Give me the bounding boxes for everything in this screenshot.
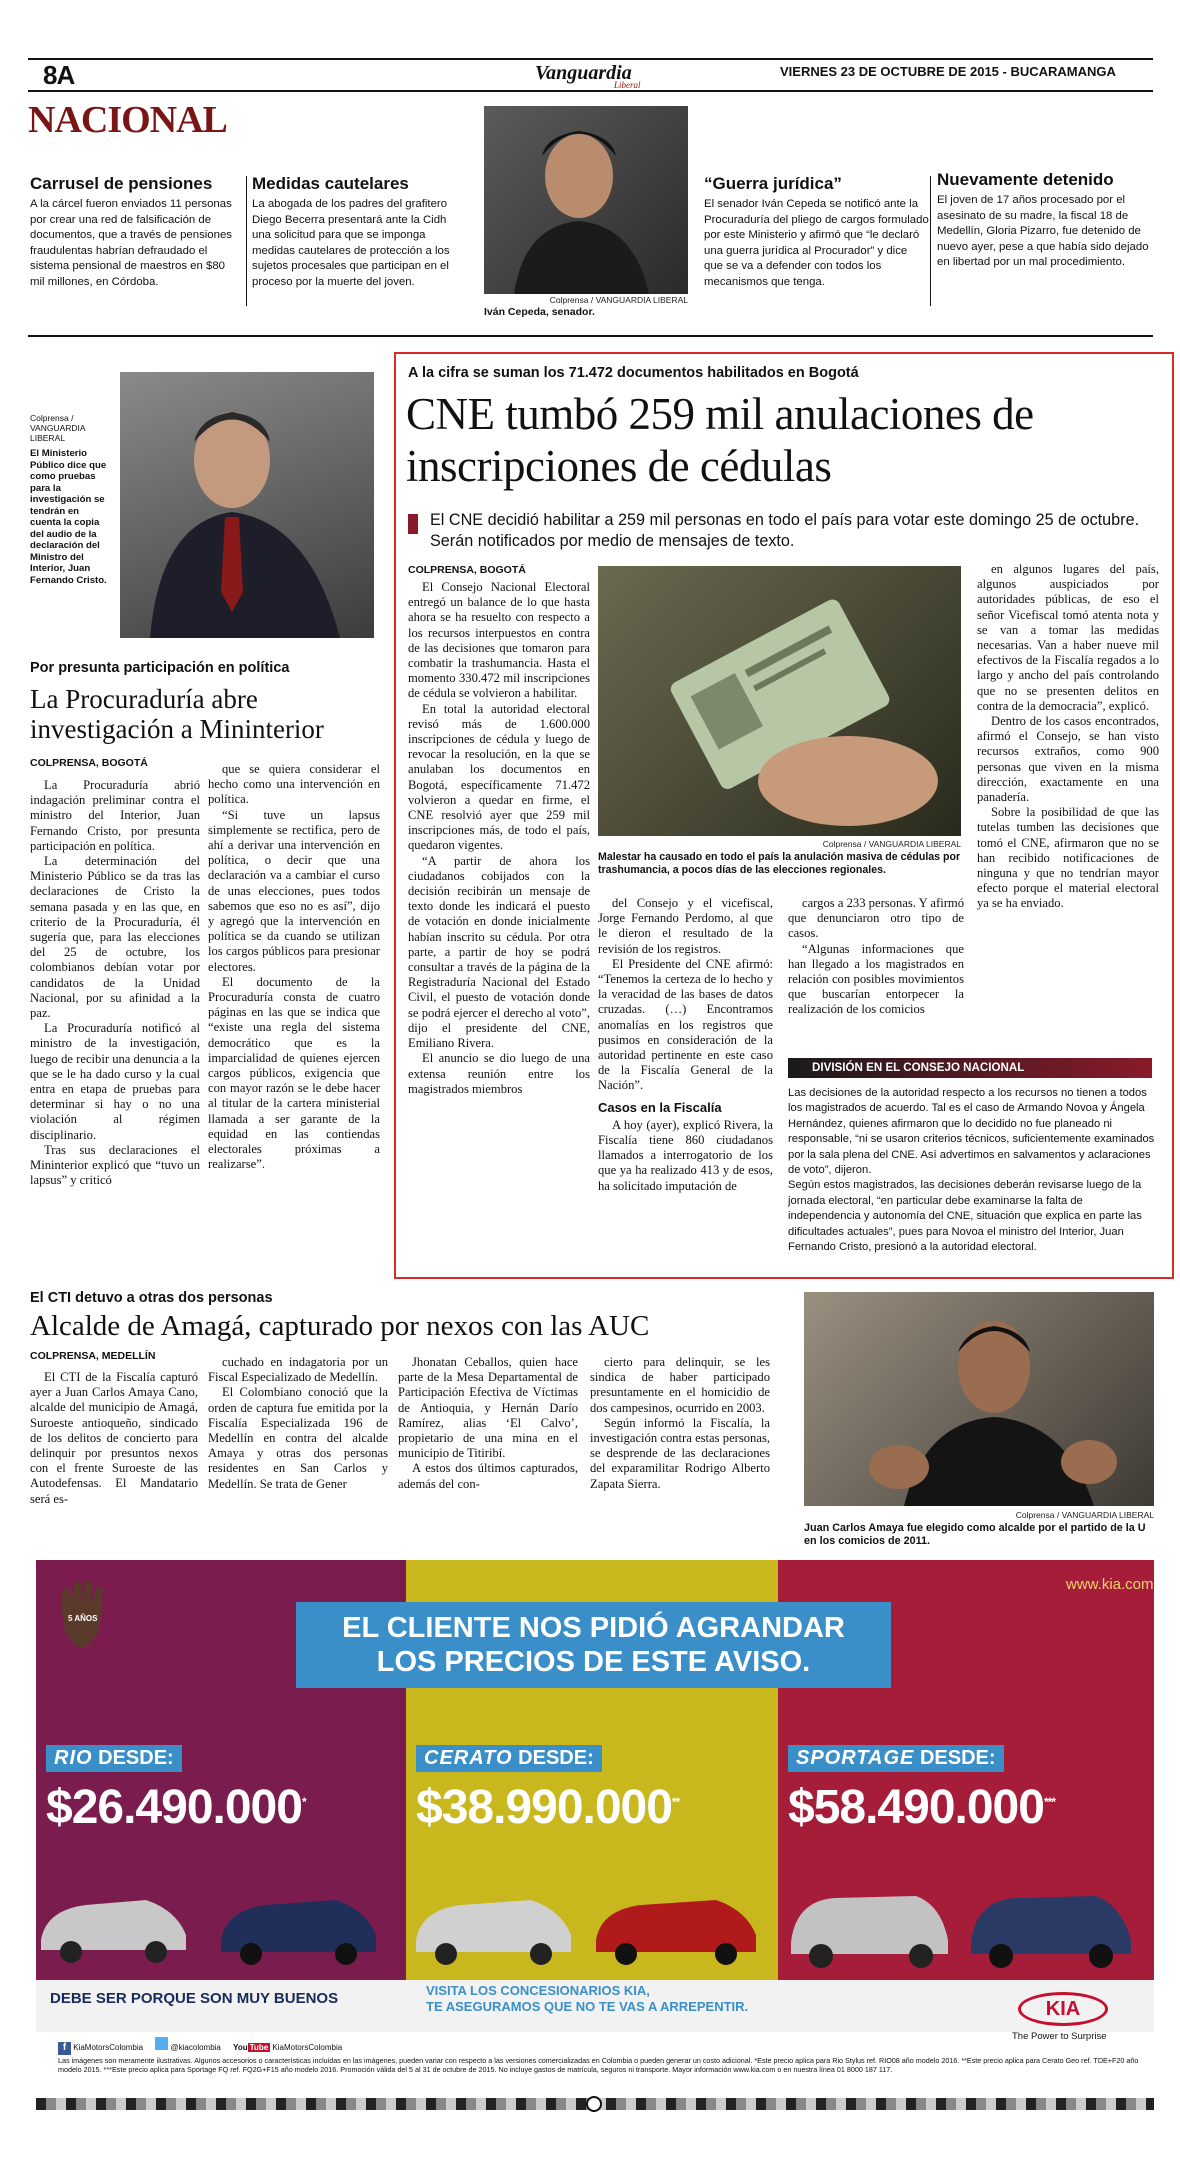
- ad-banner: [296, 1602, 891, 1688]
- paragraph: en algunos lugares del país, algunos auspiciados por autoridades públicas, de eso el señor Vicefiscal tomó atenta nota y se van a tomar las medidas necesarias. Van a haber nueve mil efectivos de la Fiscalía regados a lo largo y ancho del país controlando que no se presenten delitos en contra de la democracia”, explicó.: [977, 562, 1159, 713]
- paragraph: La Procuraduría abrió indagación preliminar contra el ministro del Interior, Juan Fernando Cristo, por presunta participación en política.: [30, 778, 200, 853]
- kia-logo-text: KIA: [1045, 1998, 1081, 2020]
- paragraph: cuchado en indagatoria por un Fiscal Especializado de Medellín.: [208, 1355, 388, 1385]
- brief-text: El senador Iván Cepeda se notificó ante la Procuraduría del pliego de cargos formulado por este Ministerio y afirmó que “le declaró una guerra jurídica al Procurador” y dice que se va a defender con todos los mecanismos que tenga.: [704, 198, 929, 288]
- paragraph: La determinación del Ministerio Público se da tras las declaraciones de Cristo la semana pasada y en las que, en criterio de la Procuraduría, él sugería que, para las elecciones del 25 de octubre, los colombianos debían votar por candidatos de la Unidad Nacional, por su afinidad a la paz.: [30, 854, 200, 1021]
- ad-web[interactable]: www.kia.com: [1066, 1576, 1154, 1593]
- portrait-icon: [804, 1292, 1154, 1506]
- price-value: 58.490.000: [813, 1781, 1044, 1834]
- paragraph: Según estos magistrados, las decisiones deberán revisarse luego de la jornada electoral, “en particular debe examinarse la falta de independencia y autonomía del CNE, situación que explica en parte las dificultades actuales”, pues para Novoa el ministro del Interior, Juan Fernando Cristo, presionó a la autoridad electoral.: [788, 1179, 1142, 1254]
- ad-fine-print: Las imágenes son meramente ilustrativas. Algunos accesorios o características incluidas en las imágenes, pueden variar con respecto a las versiones comercializadas en Colombia o pueden generar un costo adicional. *Este precio aplica para Rio Stylus ref. RIO08 año modelo 2016. **Este precio aplica para Cerato Geo ref. TDE+F20 año modelo 2015. ***Este precio aplica para Sportage FQ ref. FQ2G+F15 año modelo 2016. Promoción válida del 5 al 31 de octubre de 2015. No incluye gastos de matrícula, seguros ni transporte. Mayor información www.kia.com o en nuestra línea 01 8000 187 117.: [58, 2056, 1139, 2074]
- deck-marker-icon: [408, 514, 418, 534]
- amaga-col-2: [208, 1355, 388, 1492]
- model-price: $58.490.000***: [788, 1781, 1055, 1834]
- slogan-line: VISITA LOS CONCESIONARIOS KIA,: [426, 1983, 650, 1998]
- paragraph: El documento de la Procuraduría consta de cuatro páginas en las que se indica que “existe una regla del sistema democrático que es la imparcialidad de quienes ejercen cargos públicos, exigencia que con mayor razón se le debe hacer al titular de la cartera ministerial llamada a ser garante de la equidad en las contiendas electorales próximas a realizarse”.: [208, 974, 380, 1172]
- banner-line: EL CLIENTE NOS PIDIÓ AGRANDAR: [342, 1612, 845, 1644]
- paragraph: “A partir de ahora los ciudadanos cobijados con la decisión recibirán un mensaje de texto donde les indicará el puesto de votación en donde inicialmente habían inscrito su cédula. Por otra parte, a partir de hoy se podrá consultar a través de la página de la Registraduría Nacional del Estado Civil, el puesto de votación donde se podrá ejercer el derecho al voto”, dijo el presidente del CNE, Emiliano Rivera.: [408, 853, 590, 1051]
- paragraph: Sobre la posibilidad de que las tutelas tumben las decisiones que tomó el CNE, afirmaron que no se han recibido notificaciones de ninguna y que no tendrían mayor efecto porque el material electoral ya se ha enviado.: [977, 805, 1159, 911]
- paragraph: Dentro de los casos encontrados, afirmó el Consejo, se han visto recursos extraños, como 900 personas que viven en la misma dirección, exactamente en una panadería.: [977, 714, 1159, 805]
- model-desde: DESDE:: [919, 1747, 996, 1769]
- car-cerato-red-icon: [596, 1900, 756, 1965]
- amaga-byline: COLPRENSA, MEDELLÍN: [30, 1350, 156, 1362]
- cne-col-3: [788, 896, 964, 1018]
- cedula-photo: [598, 566, 961, 836]
- car-sportage-silver-icon: [791, 1896, 948, 1968]
- brief-text: La abogada de los padres del grafitero Diego Becerra presentará ante la Cidh una solicitud para que se imponga medidas cautelares de protección a los sujetos procesales que participan en el proceso por la muerte del joven.: [252, 198, 450, 288]
- paragraph: “Algunas informaciones que han llegado a los magistrados en relación con posibles movimientos que buscarían entorpecer la realización de los comicios: [788, 941, 964, 1017]
- cne-box-text: [788, 1086, 1158, 1255]
- brief-title: Medidas cautelares: [252, 174, 409, 193]
- amaga-col-3: [398, 1355, 578, 1492]
- paragraph: El Presidente del CNE afirmó: “Tenemos la certeza de lo hecho y la veracidad de las bases de datos cruzadas. (…) Encontramos anomalías en los registros que pusimos en consideración de la autoridad pertinente en este caso de la Fiscalía General de la Nación”.: [598, 956, 773, 1093]
- social-youtube[interactable]: KiaMotorsColombia: [272, 2043, 343, 2052]
- brief-detenido: [937, 170, 1153, 271]
- procu-photo-caption: El Ministerio Público dice que como pruebas para la investigación se tendrán en cuenta la copia del audio de la declaración del Ministro del Interior, Juan Fernando Cristo.: [30, 448, 107, 586]
- brief-text: A la cárcel fueron enviados 11 personas por crear una red de falsificación de documentos, que a través de pensiones fraudulentas habrían defraudado el sistema pensional de maestros en $80 mil millones, en Córdoba.: [30, 198, 233, 288]
- model-name: RIO: [54, 1747, 93, 1769]
- registration-mark-icon: [586, 2096, 602, 2112]
- kia-ad: [36, 1560, 1154, 2032]
- price-value: 26.490.000: [71, 1781, 302, 1834]
- youtube-you: You: [233, 2043, 248, 2052]
- model-desde: DESDE:: [98, 1747, 174, 1769]
- brief-title: Carrusel de pensiones: [30, 174, 213, 193]
- paragraph: En total la autoridad electoral revisó más de 1.600.000 inscripciones de cédula y luego de revocar la resolución, en la que se anulaban los documentos en Bogotá, específicamente 71.472 volvieron a quedar en firme, el CNE resolvió ayer que 259 mil inscripciones más, de todo el país, quedaron vigentes.: [408, 701, 590, 853]
- paragraph: La Procuraduría notificó al ministro de la investigación, luego de recibir una denuncia a la que se le ha dado curso y la cual entra en etapa de pruebas para determinar si hay o no una violación al régimen disciplinario.: [30, 1021, 200, 1142]
- paragraph: Según informó la Fiscalía, la investigación contra estas personas, se desprende de las declaraciones del exparamilitar Rodrigo Alberto Zapata Sierra.: [590, 1415, 770, 1491]
- brief-medidas: [252, 174, 467, 291]
- car-sportage-blue-icon: [971, 1896, 1131, 1968]
- paragraph: Tras sus declaraciones el Mininterior explicó que “tuvo un lapsus” y criticó: [30, 1142, 200, 1188]
- amaga-headline: Alcalde de Amagá, capturado por nexos con las AUC: [30, 1310, 650, 1342]
- amaga-photo-caption: Juan Carlos Amaya fue elegido como alcalde por el partido de la U en los comicios de 2011.: [804, 1522, 1146, 1547]
- portrait-icon: [484, 106, 688, 294]
- model-price: $26.490.000*: [46, 1781, 306, 1834]
- kia-tagline: The Power to Surprise: [1012, 2031, 1107, 2042]
- model-cerato: [416, 1745, 766, 1835]
- cristo-photo: [120, 372, 374, 638]
- cepeda-photo: [484, 106, 688, 294]
- ad-slogan-left: DEBE SER PORQUE SON MUY BUENOS: [50, 1990, 339, 2007]
- paragraph: El Consejo Nacional Electoral entregó un balance de lo que hasta ahora se ha resuelto con respecto a los recursos interpuestos en contra de las decisiones que tomaron para combatir la trashumancia. Hasta el momento 330.472 mil inscripciones de cédula se volvieron a habilitar.: [408, 580, 590, 701]
- social-bar: [58, 2037, 342, 2055]
- procu-kicker: Por presunta participación en política: [30, 660, 290, 676]
- model-name: CERATO: [424, 1747, 513, 1769]
- social-twitter[interactable]: @kiacolombia: [170, 2043, 221, 2052]
- amaga-photo-credit: Colprensa / VANGUARDIA LIBERAL: [1015, 1510, 1154, 1520]
- brief-guerra: [704, 174, 929, 291]
- price-mark: ***: [1043, 1795, 1055, 1809]
- cne-box-title: [788, 1058, 1152, 1078]
- model-label: [416, 1745, 602, 1772]
- model-name: SPORTAGE: [796, 1747, 915, 1769]
- cepeda-caption: Iván Cepeda, senador.: [484, 306, 595, 318]
- youtube-tube: Tube: [249, 2043, 269, 2052]
- brief-pensiones: [30, 174, 240, 291]
- page-date: VIERNES 23 DE OCTUBRE DE 2015 - BUCARAMANGA: [780, 64, 1116, 79]
- cne-deck: El CNE decidió habilitar a 259 mil personas en todo el país para votar este domingo 25 de octubre. Serán notificados por medio de mensajes de texto.: [430, 511, 1140, 550]
- car-rio-silver-icon: [41, 1900, 186, 1963]
- cne-headline: CNE tumbó 259 mil anulaciones de inscripciones de cédulas: [406, 389, 1034, 491]
- car-rio-blue-icon: [221, 1900, 376, 1965]
- paragraph: El anuncio se dio luego de una extensa reunión entre los magistrados miembros: [408, 1051, 590, 1096]
- cne-photo-caption: Malestar ha causado en todo el país la anulación masiva de cédulas por trashumancia, a pocos días de las elecciones regionales.: [598, 851, 961, 876]
- procu-headline: La Procuraduría abre investigación a Mininterior: [30, 684, 324, 744]
- years-badge-icon: [52, 1580, 112, 1652]
- car-icons: [36, 1870, 1154, 1970]
- model-desde: DESDE:: [518, 1747, 594, 1769]
- cepeda-credit: Colprensa / VANGUARDIA LIBERAL: [549, 295, 688, 305]
- model-label: [46, 1745, 182, 1772]
- paragraph: Jhonatan Ceballos, quien hace parte de la Mesa Departamental de Participación Efectiva de Víctimas de Antioquia, y Hernán Darío Ramírez, alias ‘El Calvo’, propietario de una mina en el municipio de Titiribí.: [398, 1355, 578, 1461]
- page-number: 8A: [43, 60, 75, 90]
- procu-col-1: [30, 778, 200, 1188]
- ad-slogan-mid: [426, 1983, 748, 2015]
- brief-text: El joven de 17 años procesado por el asesinato de su madre, la fiscal 18 de Medellín, Gloria Pizarro, fue detenido de nuevo ayer, pese a que había sido dejado en libertad por un mal procedimiento.: [937, 194, 1149, 269]
- amaga-col-1: [30, 1370, 198, 1507]
- box-title-text: DIVISIÓN EN EL CONSEJO NACIONAL: [812, 1061, 1025, 1074]
- id-card-icon: [598, 566, 961, 836]
- brief-title: Nuevamente detenido: [937, 170, 1114, 189]
- paragraph: cierto para delinquir, se les sindica de haber participado presuntamente en el homicidio de dos campesinos, ocurrido en 2003.: [590, 1355, 770, 1415]
- model-label: [788, 1745, 1004, 1772]
- amaga-kicker: El CTI detuvo a otras dos personas: [30, 1290, 273, 1306]
- social-facebook[interactable]: KiaMotorsColombia: [73, 2043, 144, 2052]
- kia-logo: [1018, 1992, 1108, 2026]
- price-mark: *: [301, 1795, 306, 1809]
- paragraph: “Si tuve un lapsus simplemente se rectifica, pero de ahí a derivar una intervención en política, o decir que una declaración va a cambiar el curso de unas elecciones, pues todos sabemos que eso no es así”, dijo y agregó que la intervención en política se da cuando se utilizan los cargos públicos para presionar electores.: [208, 807, 380, 974]
- section-title: NACIONAL: [28, 99, 227, 141]
- price-value: 38.990.000: [441, 1781, 672, 1834]
- cne-subhead: Casos en la Fiscalía: [598, 1099, 722, 1115]
- cne-col-1: [408, 580, 590, 1097]
- paper-logo-sub: Liberal: [614, 80, 641, 90]
- paper-logo: Vanguardia: [535, 62, 632, 84]
- car-cerato-silver-icon: [416, 1900, 571, 1965]
- facebook-icon: f: [58, 2042, 71, 2055]
- cne-byline: COLPRENSA, BOGOTÁ: [408, 564, 526, 576]
- paragraph: cargos a 233 personas. Y afirmó que denunciaron otro tipo de casos.: [788, 896, 964, 941]
- paragraph: El Colombiano conoció que la orden de captura fue emitida por la Fiscalía Especializada 196 de Medellín en contra del alcalde Amaya y otras dos personas residentes en San Carlos y Medellín. Se trata de Gener: [208, 1385, 388, 1491]
- twitter-icon: [155, 2037, 168, 2050]
- banner-line: LOS PRECIOS DE ESTE AVISO.: [376, 1646, 811, 1678]
- cne-photo-credit: Colprensa / VANGUARDIA LIBERAL: [822, 839, 961, 849]
- paragraph: del Consejo y el vicefiscal, Jorge Fernando Perdomo, al que le dieron el resultado de la revisión de los registros.: [598, 896, 773, 956]
- cne-kicker: A la cifra se suman los 71.472 documentos habilitados en Bogotá: [408, 365, 859, 381]
- portrait-icon: [120, 372, 374, 638]
- paragraph: A hoy (ayer), explicó Rivera, la Fiscalía tiene 860 ciudadanos llamados a interrogatorio de los que ya ha realizado 413 y de esos, ha solicitado imputación de: [598, 1117, 773, 1193]
- paragraph: Las decisiones de la autoridad respecto a los recursos no tienen a todos los magistrados de acuerdo. Tal es el caso de Armando Novoa y Ángela Hernández, quienes afirmaron que lo decidido no fue planeado ni responsable, “ni se usaron criterios técnicos, suficientemente examinados por la sala plena del CNE. Así advertimos en salvamentos y aclaraciones de voto”, dijeron.: [788, 1087, 1155, 1177]
- brief-title: “Guerra jurídica”: [704, 174, 842, 193]
- slogan-line: TE ASEGURAMOS QUE NO TE VAS A ARREPENTIR.: [426, 1999, 749, 2014]
- cne-col-4: [977, 562, 1159, 912]
- amaga-col-4: [590, 1355, 770, 1492]
- years-badge-text: 5 AÑOS: [68, 1614, 98, 1623]
- model-price: $38.990.000**: [416, 1781, 680, 1834]
- procu-col-2: [208, 762, 380, 1172]
- paragraph: que se quiera considerar el hecho como una intervención en política.: [208, 762, 380, 807]
- model-sportage: [788, 1745, 1148, 1835]
- youtube-icon: [233, 2043, 270, 2052]
- price-mark: **: [671, 1795, 680, 1809]
- cne-col-2: [598, 896, 773, 1194]
- paragraph: El CTI de la Fiscalía capturó ayer a Juan Carlos Amaya Cano, alcalde del municipio de Amagá, Suroeste antioqueño, sindicado de los delitos de concierto para delinquir por presuntos nexos con el frente Suroeste de las Autodefensas. El Mandatario será es-: [30, 1370, 198, 1506]
- page-header: [28, 58, 1153, 92]
- procu-photo-credit: Colprensa / VANGUARDIA LIBERAL: [30, 413, 86, 443]
- amaya-photo: [804, 1292, 1154, 1506]
- paragraph: A estos dos últimos capturados, además del con-: [398, 1461, 578, 1491]
- procu-byline: COLPRENSA, BOGOTÁ: [30, 757, 148, 769]
- model-rio: [46, 1745, 396, 1835]
